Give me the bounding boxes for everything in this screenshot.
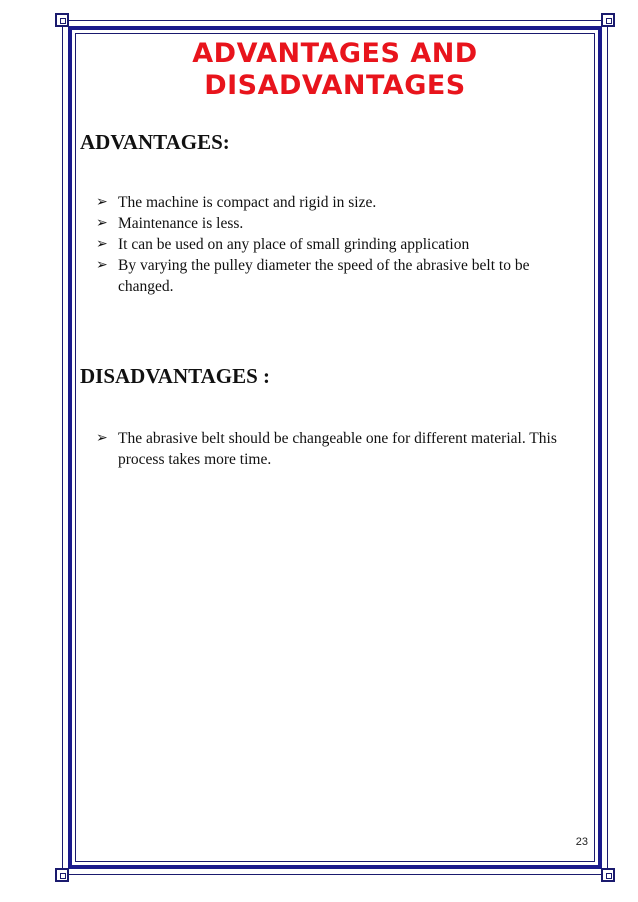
disadvantages-heading: DISADVANTAGES : (80, 364, 271, 388)
list-item-text: It can be used on any place of small grinding application (118, 236, 470, 253)
arrow-bullet-icon: ➢ (96, 216, 108, 231)
list-item (96, 234, 586, 255)
disadvantages-list (96, 428, 586, 470)
page-title-line-2: DISADVANTAGES (204, 70, 466, 101)
list-item (96, 428, 586, 470)
list-item (96, 192, 586, 213)
arrow-bullet-icon: ➢ (96, 195, 108, 210)
list-item-text: The machine is compact and rigid in size. (118, 194, 377, 211)
advantages-list (96, 192, 586, 297)
arrow-bullet-icon: ➢ (96, 431, 108, 446)
advantages-heading: ADVANTAGES: (80, 130, 230, 154)
list-item-text: Maintenance is less. (118, 215, 244, 232)
arrow-bullet-icon: ➢ (96, 258, 108, 273)
page-title (95, 38, 575, 102)
list-item-text: By varying the pulley diameter the speed of the abrasive belt to be changed. (118, 257, 530, 295)
corner-ornament-bottom-left (55, 868, 69, 882)
corner-ornament-bottom-right (601, 868, 615, 882)
page-number: 23 (575, 836, 588, 848)
list-item (96, 213, 586, 234)
page-title-line-1: ADVANTAGES AND (192, 38, 478, 69)
list-item-text: The abrasive belt should be changeable one for different material. This process takes more time. (118, 430, 557, 468)
arrow-bullet-icon: ➢ (96, 237, 108, 252)
corner-ornament-top-right (601, 13, 615, 27)
list-item (96, 255, 586, 297)
corner-ornament-top-left (55, 13, 69, 27)
